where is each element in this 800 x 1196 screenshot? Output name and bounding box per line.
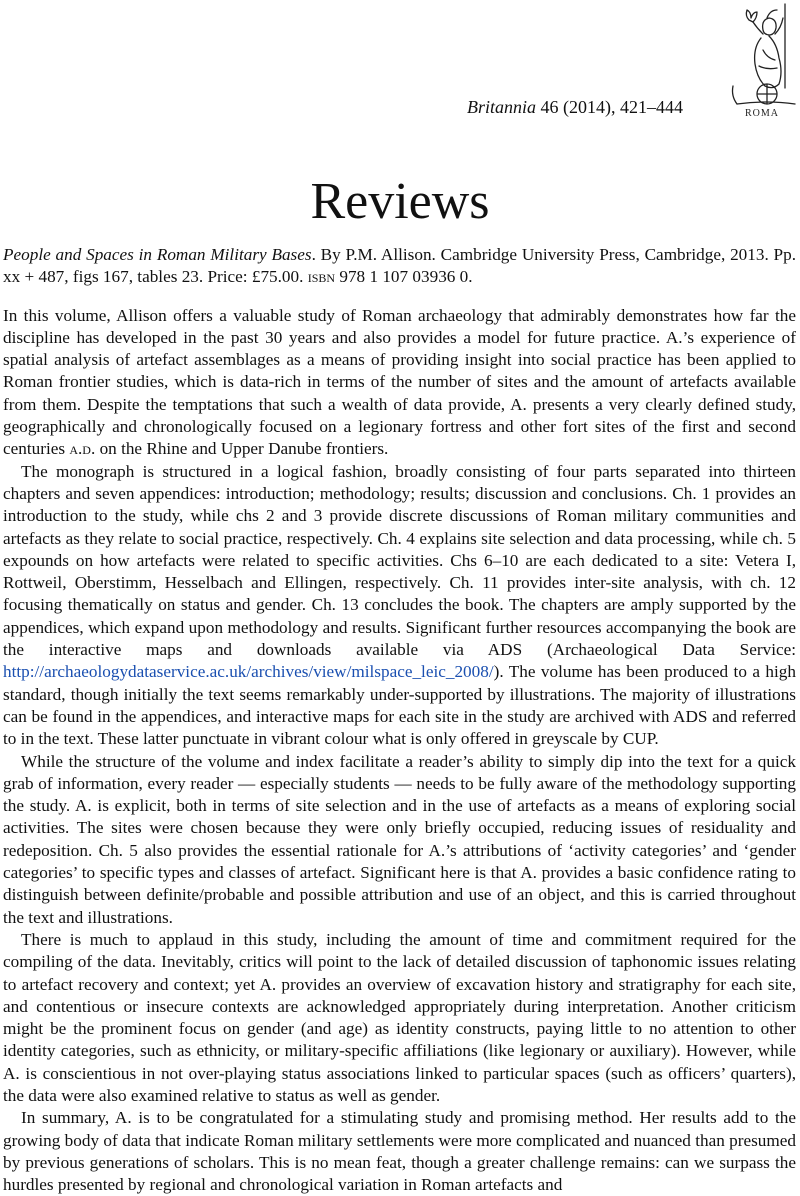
paragraph-2-text: The monograph is structured in a logical fashion, broadly consisting of four parts separated into thirteen chapters and seven appendices: introduction; methodology; results; discussion and conclusions. Ch. 1 provides an introduction to the study, while chs 2 and 3 provide discrete discussions of Roman military communities and artefacts as they relate to social practice, respectively. Ch. 4 explains site selection and data processing, while ch. 5 expounds on how artefacts were related to specific activities. Chs 6–10 are each dedicated to a site: Vetera I, Rottweil, Oberstimm, Hesselbach and Ellingen, respectively. Ch. 11 provides inter-site analysis, with ch. 12 focusing thematically on status and gender. Ch. 13 concludes the book. The chapters are amply supported by the appendices, which expand upon methodology and results. Significant further resources accompanying the book are the interactive maps and downloads available via ADS (Archaeological Data Service:	[3, 461, 796, 660]
review-body	[3, 244, 796, 1196]
roma-logo	[727, 0, 797, 120]
paragraph-2	[3, 461, 796, 751]
era-label: a.d.	[69, 439, 96, 459]
paragraph-4: There is much to applaud in this study, including the amount of time and commitment required for the compiling of the data. Inevitably, critics will point to the lack of detailed discussion of taphonomic issues relating to artefact recovery and context; yet A. provides an overview of excavation history and stratigraphy for each site, and contentious or insecure contexts are acknowledged appropriately during interpretation. Another criticism might be the prominent focus on gender (and age) as identity constructs, paying little to no attention to other identity categories, such as ethnicity, or military-specific affiliations (like legionary or auxiliary). However, while A. is conscientious in not over-playing status associations linked to particular spaces (such as officers’ quarters), the data were also examined relative to status as well as gender.	[3, 929, 796, 1105]
roma-logo-caption: ROMA	[744, 108, 780, 119]
journal-volume-pages: 46 (2014), 421–444	[536, 97, 683, 117]
ads-archive-link[interactable]: http://archaeologydataservice.ac.uk/archives/view/milspace_leic_2008/	[3, 662, 494, 682]
book-title: People and Spaces in Roman Military Bases	[3, 245, 312, 264]
page-title: Reviews	[310, 173, 490, 230]
paragraph-1-text: In this volume, Allison offers a valuable study of Roman archaeology that admirably demonstrates how far the discipline has developed in the past 30 years and also provides a model for future practice. A.’s experience of spatial analysis of artefact assemblages as a means of providing insight into social practice has been applied to Roman frontier studies, which is data-rich in terms of the number of sites and the amount of artefacts available from them. Despite the temptations that such a wealth of data provide, A. presents a very clearly defined study, geographically and chronologically focused on a legionary fortress and other fort sites of the first and second centuries	[3, 305, 796, 459]
book-citation	[3, 244, 796, 289]
journal-reference	[380, 96, 683, 118]
paragraph-3: While the structure of the volume and index facilitate a reader’s ability to simply dip into the text for a quick grab of information, every reader — especially students — needs to be fully aware of the methodology supporting the study. A. is explicit, both in terms of site selection and in the use of artefacts as a means of exploring social activities. The sites were chosen because they were only briefly occupied, reducing issues of residuality and redeposition. Ch. 5 also provides the essential rationale for A.’s attributions of ‘activity categories’ and ‘gender categories’ to specific types and classes of artefact. Significant here is that A. provides a basic confidence rating to distinguish between definite/probable and possible attribution and use of an object, and this is carried throughout the text and illustrations.	[3, 751, 796, 927]
paragraph-5: In summary, A. is to be congratulated for a stimulating study and promising method. Her results add to the growing body of data that indicate Roman military settlements were more complicated and nuanced than presumed by previous generations of scholars. This is no mean feat, though a greater challenge remains: can we surpass the hurdles presented by regional and chronological variation in Roman artefacts and	[3, 1108, 796, 1195]
journal-name: Britannia	[466, 97, 536, 117]
paragraph-1	[3, 305, 796, 461]
roma-figure-icon	[727, 0, 797, 120]
paragraph-2-text-end: ). The volume has been produced to a high standard, though initially the text seems remarkably under-supported by illustrations. The majority of illustrations can be found in the appendices, and interactive maps for each site in the study are archived with ADS and referred to in the text. These latter punctuate in vibrant colour what is only offered in greyscale by CUP.	[3, 662, 796, 749]
citation-details: . By P.M. Allison. Cambridge University Press, Cambridge, 2013. Pp. xx + 487, figs 167, tables 23. Price: £75.00.	[3, 245, 797, 287]
isbn-number: 978 1 107 03936 0.	[335, 267, 473, 287]
isbn-label: isbn	[307, 267, 336, 287]
paragraph-1-text-end: on the Rhine and Upper Danube frontiers.	[95, 439, 389, 459]
